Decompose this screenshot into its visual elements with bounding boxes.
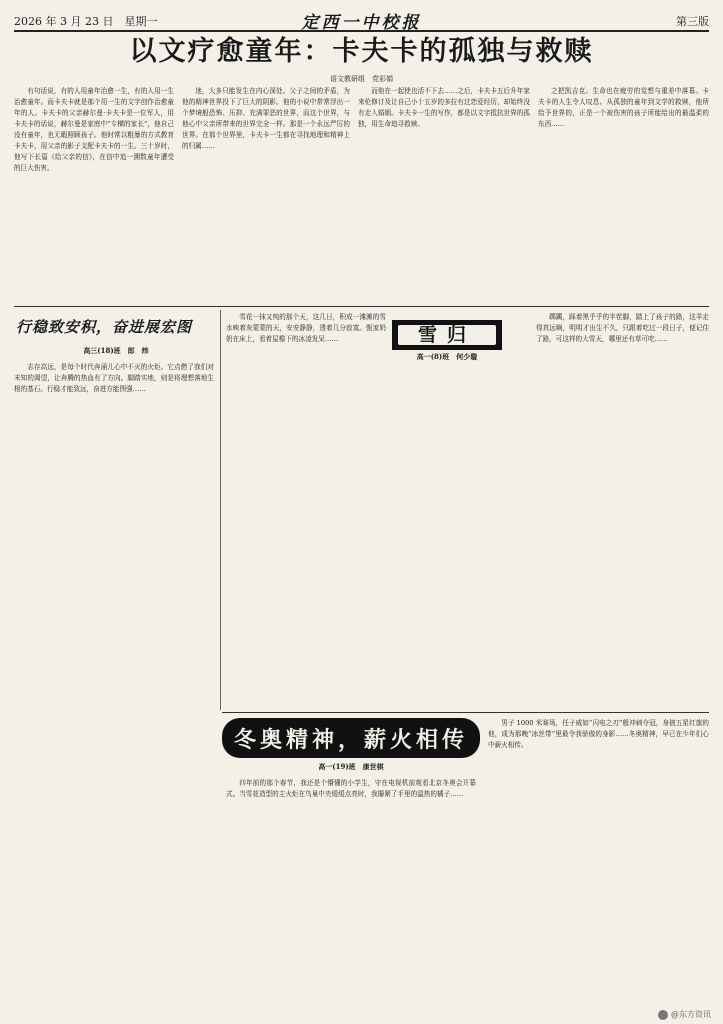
article1-column-2 — [182, 86, 350, 300]
article2-col1-text: 志存高远，是每个时代奔涌儿心中不灭的火炬。它点燃了我们对未知的渴望，让奔腾的热血有了方向。脚踏实地，则是将理想落地生根的基石。行稳才能致远，奋进方能图强…… — [14, 363, 214, 393]
article2-body — [14, 362, 214, 1002]
article3-column-2 — [536, 312, 709, 708]
page-header — [14, 8, 709, 32]
article1-column-4 — [538, 86, 709, 300]
article2-author: 高三(18)班 郎 炜 — [83, 346, 149, 355]
article1-col4-text: 之把凯吉克。生命也在疲劳的觉想与重差中落幕。卡夫卡的人生令人叹息。从孤独的童年到文学的救赎，他所给予世界的，正是一个被伤害的孩子所能给出的最温柔的东西…… — [538, 87, 709, 128]
article1-col1-text: 有句话说，有的人用童年治愈一生，有的人用一生治愈童年。而卡夫卡就是那个用一生的文字创作治愈童年的人。卡夫卡的父亲赫尔曼·卡夫卡是一位军人，用卡夫卡的话说，赫尔曼是家庭中“专横的家长”，他自己没有童年，也无暇照顾孩子。他时常以粗暴的方式教育卡夫卡，用父亲的影子支配卡夫卡的一生。三十岁时，他写下长篇《给父亲的信》，在信中追一溯数童年遭受的巨大伤害。 — [14, 87, 174, 172]
article4-col1-text: 四年前的那个春节，我还是个懵懂的小学生，守在电视机前观看北京冬奥会开幕式。当雪花造型的主火炬在鸟巢中央缓缓点亮时，我攥紧了手里的温热的橘子…… — [226, 779, 476, 798]
article1-column-1 — [14, 86, 174, 300]
article3-col1-text: 雪花一抹又纯的那个天，这几日，积成一滩滩的雪水映着灰蒙蒙的天，安安静静，透着几分寂寞。甄家奶奶在床上，看着屋檐下的冰凌发呆…… — [226, 313, 386, 343]
masthead: 定西一中校报 — [301, 13, 422, 33]
article3-author: 高一(8)班 何少璇 — [416, 352, 478, 361]
article3-title: 雪归 — [398, 325, 496, 345]
watermark — [658, 1009, 711, 1020]
article4-col2-text: 男子 1000 米赛场，任子威如“闪电之刃”般冲刺夺冠，身披五星红旗的他，成为那晚“冰丝带”里最令我骄傲的身影……冬奥精神，早已在少年们心中薪火相传。 — [488, 719, 709, 749]
watermark-logo-icon — [658, 1010, 668, 1020]
article4-title: 冬奥精神，薪火相传 — [233, 727, 468, 753]
article4-author: 高一(19)班 康世棋 — [318, 762, 384, 771]
article3-column-1 — [226, 312, 386, 708]
article3-title-box — [392, 320, 502, 350]
issue-date: 2026 年 3 月 23 日 星期一 — [14, 15, 158, 28]
article4-title-box — [222, 718, 480, 758]
article1-byline: 语文教研组 党彩娟 — [330, 75, 393, 83]
column-rule-1 — [220, 310, 221, 710]
article4-column-2 — [488, 718, 709, 1010]
section-divider-1 — [14, 306, 709, 307]
page-number: 第三版 — [676, 15, 709, 28]
article1-col3-text: 而他在一起使也活不下去……之后，卡夫卡五后升年家来伦修订及让自己小十五岁的多拉有过恋爱经历，却始终没有走入婚姻。卡夫卡一生的写作，都是以文字抵抗世界的孤独，用生命追寻救赎。 — [358, 87, 530, 128]
article2-title: 行稳致安积，奋进展宏图 — [16, 318, 193, 336]
article1-title: 以文疗愈童年：卡夫卡的孤独与救赎 — [129, 36, 594, 67]
article1-col2-text: 迷，大多只能发生在内心深处。父子之间的矛盾，为他的精神世界投下了巨大的阴影。他的小说中常常浮出一个梦境般恐怖、压抑、充满罪恶的世界，而这个世界，与他心中父亲所带来的世界完全一样。那是一个永远严厉的世界。在那个世界里，卡夫卡一生都在寻找地理和精神上的归属…… — [182, 87, 350, 150]
article1-column-3 — [358, 86, 530, 300]
watermark-text: @东方资讯 — [671, 1010, 711, 1019]
article3-col2-text: 踯躅，踩着黑乎乎的半茬脚，踏上了孩子的路，这羊走得真远啊，明明才出生不久，只跟着吃过一段日子，便记住了路，可这样的大雪天，哪里还有草可吃…… — [536, 313, 709, 343]
article4-column-1 — [226, 778, 476, 1010]
section-divider-2 — [222, 712, 709, 713]
